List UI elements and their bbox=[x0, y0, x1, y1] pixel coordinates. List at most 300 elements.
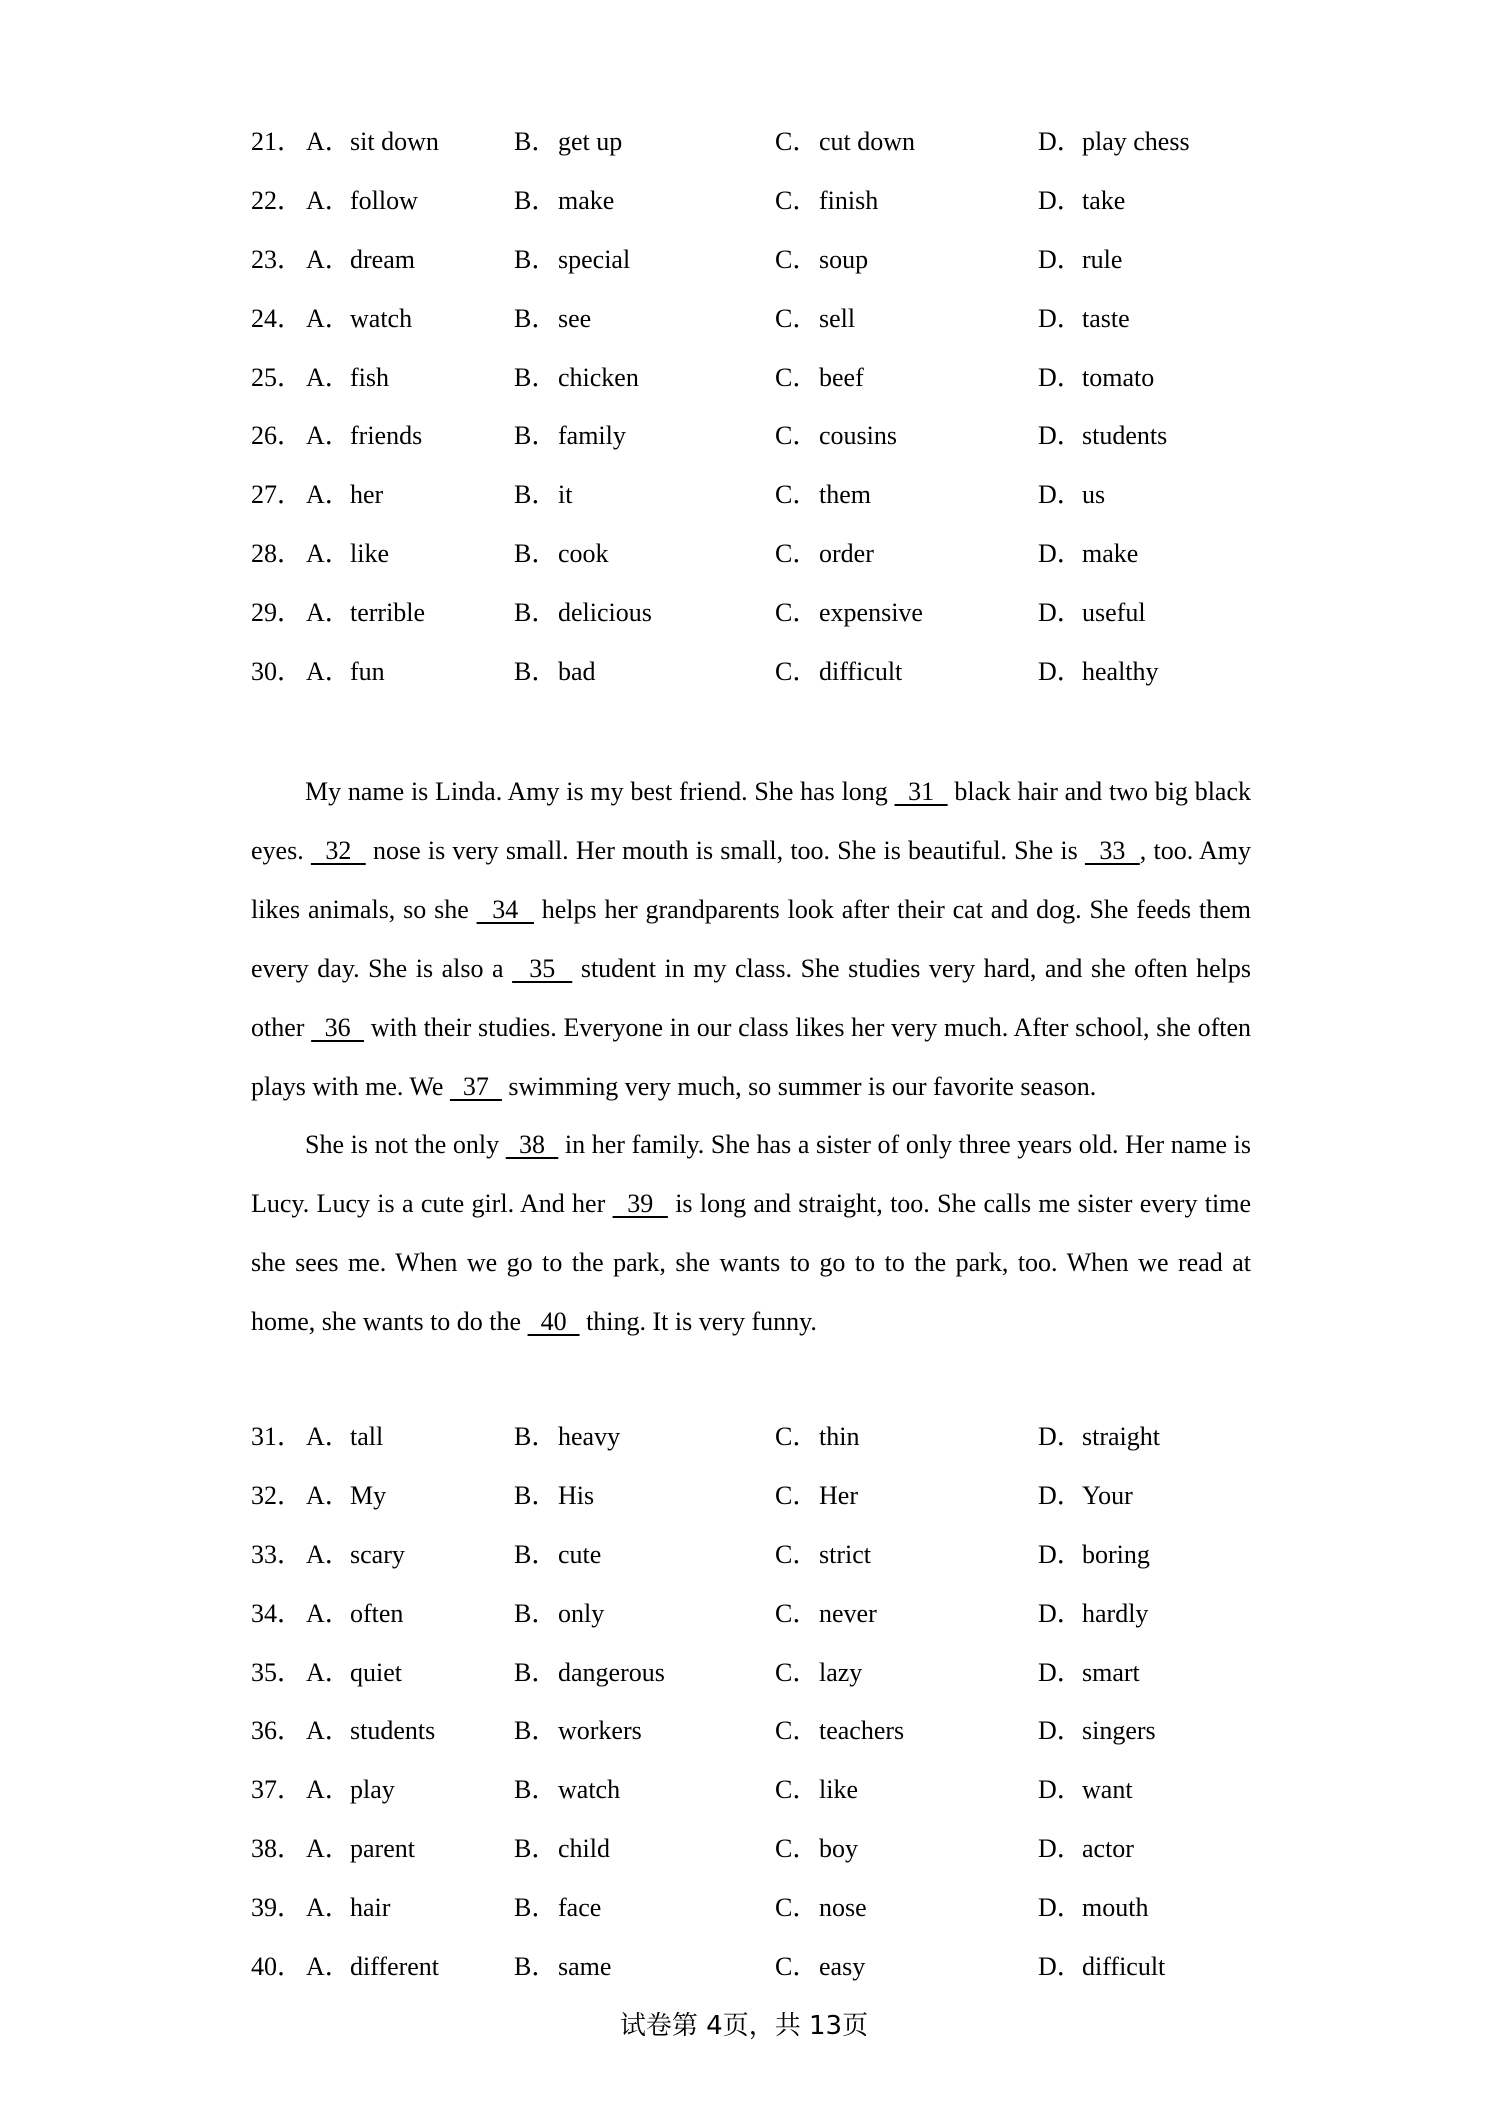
option-b bbox=[514, 290, 591, 349]
option-letter: B． bbox=[514, 1834, 558, 1864]
option-text: dangerous bbox=[558, 1657, 665, 1687]
option-letter: D． bbox=[1038, 657, 1083, 687]
question-row bbox=[251, 1408, 1251, 1467]
option-text: same bbox=[558, 1952, 612, 1982]
option-letter: C． bbox=[775, 303, 819, 333]
option-c bbox=[775, 1761, 858, 1820]
option-letter: A． bbox=[306, 362, 351, 392]
option-a bbox=[306, 1820, 415, 1879]
question-row bbox=[251, 113, 1251, 172]
option-a bbox=[306, 525, 389, 584]
question-number: 30． bbox=[251, 657, 304, 687]
question-row bbox=[251, 231, 1251, 290]
option-d bbox=[1038, 1702, 1156, 1761]
option-letter: C． bbox=[775, 598, 819, 628]
option-a bbox=[306, 1702, 435, 1761]
option-text: actor bbox=[1082, 1834, 1134, 1864]
option-a bbox=[306, 407, 422, 466]
passage-text: in her family. She has a sister of only three years old. Her name is Lucy. Lucy is a cute girl. And her bbox=[251, 1130, 1252, 1219]
question-row bbox=[251, 1879, 1251, 1938]
option-text: special bbox=[558, 244, 631, 274]
option-letter: C． bbox=[775, 127, 819, 156]
option-text: soup bbox=[819, 244, 869, 274]
option-d bbox=[1038, 1761, 1133, 1820]
option-c bbox=[775, 1820, 858, 1879]
option-text: dream bbox=[350, 244, 415, 274]
option-text: make bbox=[558, 185, 615, 215]
option-text: Your bbox=[1082, 1480, 1133, 1510]
option-text: difficult bbox=[1082, 1952, 1166, 1982]
option-c bbox=[775, 525, 874, 584]
option-b bbox=[514, 1644, 665, 1703]
option-letter: D． bbox=[1038, 1480, 1083, 1510]
option-letter: D． bbox=[1038, 598, 1083, 628]
option-letter: A． bbox=[306, 1952, 351, 1982]
option-letter: D． bbox=[1038, 185, 1083, 215]
option-letter: A． bbox=[306, 185, 351, 215]
option-letter: A． bbox=[306, 1539, 351, 1569]
question-number: 34． bbox=[251, 1598, 304, 1628]
passage-text: nose is very small. Her mouth is small, too. She is beautiful. She is bbox=[365, 835, 1085, 865]
option-c bbox=[775, 349, 864, 408]
option-text: tomato bbox=[1082, 362, 1155, 392]
option-text: finish bbox=[819, 185, 879, 215]
question-row bbox=[251, 1820, 1251, 1879]
option-text: watch bbox=[558, 1775, 621, 1805]
option-a bbox=[306, 113, 439, 172]
option-a bbox=[306, 231, 415, 290]
option-text: play chess bbox=[1082, 127, 1190, 156]
option-text: beef bbox=[819, 362, 864, 392]
option-letter: D． bbox=[1038, 1775, 1083, 1805]
option-a bbox=[306, 1467, 386, 1526]
option-letter: B． bbox=[514, 421, 558, 451]
option-letter: D． bbox=[1038, 1657, 1083, 1687]
option-c bbox=[775, 1702, 904, 1761]
cloze-blank: 34 bbox=[476, 894, 534, 924]
option-text: healthy bbox=[1082, 657, 1159, 687]
option-b bbox=[514, 113, 622, 172]
option-d bbox=[1038, 1408, 1160, 1467]
question-number: 33． bbox=[251, 1539, 304, 1569]
cloze-passage bbox=[251, 763, 1251, 1352]
option-text: fish bbox=[350, 362, 389, 392]
option-text: workers bbox=[558, 1716, 642, 1746]
question-row bbox=[251, 466, 1251, 525]
option-b bbox=[514, 1526, 601, 1585]
question-number: 39． bbox=[251, 1893, 304, 1923]
option-c bbox=[775, 290, 855, 349]
option-text: see bbox=[558, 303, 592, 333]
option-letter: B． bbox=[514, 1893, 558, 1923]
option-a bbox=[306, 1585, 403, 1644]
option-b bbox=[514, 1408, 620, 1467]
question-number: 38． bbox=[251, 1834, 304, 1864]
cloze-blank: 37 bbox=[449, 1071, 502, 1101]
option-text: thin bbox=[819, 1422, 860, 1451]
option-b bbox=[514, 1761, 620, 1820]
option-c bbox=[775, 1408, 859, 1467]
option-letter: B． bbox=[514, 1480, 558, 1510]
option-a bbox=[306, 290, 412, 349]
option-a bbox=[306, 349, 389, 408]
option-letter: B． bbox=[514, 539, 558, 569]
option-c bbox=[775, 1938, 865, 1997]
option-letter: D． bbox=[1038, 1598, 1083, 1628]
option-text: order bbox=[819, 539, 874, 569]
option-b bbox=[514, 1938, 611, 1997]
option-b bbox=[514, 1467, 594, 1526]
passage-text: She is not the only bbox=[305, 1130, 506, 1160]
option-letter: A． bbox=[306, 1422, 351, 1451]
option-letter: A． bbox=[306, 539, 351, 569]
option-letter: A． bbox=[306, 1834, 351, 1864]
option-text: it bbox=[558, 480, 573, 510]
option-letter: B． bbox=[514, 1716, 558, 1746]
option-a bbox=[306, 1644, 402, 1703]
option-letter: D． bbox=[1038, 480, 1083, 510]
question-list-21-30 bbox=[251, 113, 1251, 702]
option-text: like bbox=[819, 1775, 858, 1805]
question-row bbox=[251, 290, 1251, 349]
option-d bbox=[1038, 231, 1122, 290]
option-text: singers bbox=[1082, 1716, 1156, 1746]
option-text: us bbox=[1082, 480, 1106, 510]
question-number: 37． bbox=[251, 1775, 304, 1805]
option-a bbox=[306, 1938, 439, 1997]
option-letter: B． bbox=[514, 598, 558, 628]
passage-paragraph-2 bbox=[251, 1116, 1251, 1352]
option-a bbox=[306, 643, 385, 702]
option-text: My bbox=[350, 1480, 387, 1510]
passage-text: with their studies. Everyone in our class likes her very much. After school, she often plays with me. We bbox=[251, 1012, 1251, 1101]
option-letter: D． bbox=[1038, 421, 1083, 451]
option-text: take bbox=[1082, 185, 1126, 215]
option-letter: B． bbox=[514, 1775, 558, 1805]
question-row bbox=[251, 525, 1251, 584]
question-number: 31． bbox=[251, 1422, 304, 1451]
option-text: useful bbox=[1082, 598, 1146, 628]
option-d bbox=[1038, 1467, 1133, 1526]
option-letter: B． bbox=[514, 657, 558, 687]
option-text: delicious bbox=[558, 598, 652, 628]
option-letter: A． bbox=[306, 303, 351, 333]
option-text: hardly bbox=[1082, 1598, 1149, 1628]
option-letter: B． bbox=[514, 244, 558, 274]
passage-text: , too. Amy likes animals, so she bbox=[251, 835, 1252, 924]
option-letter: A． bbox=[306, 127, 351, 156]
question-list-31-40 bbox=[251, 1408, 1251, 1997]
question-number: 35． bbox=[251, 1657, 304, 1687]
option-letter: A． bbox=[306, 1480, 351, 1510]
option-text: difficult bbox=[819, 657, 903, 687]
option-letter: B． bbox=[514, 1952, 558, 1982]
option-c bbox=[775, 1526, 871, 1585]
option-letter: D． bbox=[1038, 362, 1083, 392]
option-text: His bbox=[558, 1480, 595, 1510]
option-letter: A． bbox=[306, 421, 351, 451]
option-letter: C． bbox=[775, 1422, 819, 1451]
option-text: parent bbox=[350, 1834, 415, 1864]
question-row bbox=[251, 1938, 1251, 1997]
option-letter: C． bbox=[775, 1539, 819, 1569]
option-text: sit down bbox=[350, 127, 439, 156]
option-text: taste bbox=[1082, 303, 1130, 333]
passage-text: student in my class. She studies very hard, and she often helps other bbox=[251, 953, 1251, 1042]
option-text: lazy bbox=[819, 1657, 863, 1687]
passage-text: My name is Linda. Amy is my best friend. She has long bbox=[305, 777, 895, 806]
option-text: friends bbox=[350, 421, 423, 451]
question-row bbox=[251, 1644, 1251, 1703]
question-number: 29． bbox=[251, 598, 304, 628]
question-number: 27． bbox=[251, 480, 304, 510]
option-text: easy bbox=[819, 1952, 866, 1982]
option-text: boring bbox=[1082, 1539, 1150, 1569]
passage-text: is long and straight, too. She calls me sister every time she sees me. When we go to the park, she wants to go to to the park, too. When we read at home, she wants to do the bbox=[251, 1189, 1251, 1337]
option-c bbox=[775, 584, 923, 643]
option-text: only bbox=[558, 1598, 605, 1628]
option-text: boy bbox=[819, 1834, 858, 1864]
option-letter: B． bbox=[514, 1422, 558, 1451]
option-letter: A． bbox=[306, 480, 351, 510]
option-letter: D． bbox=[1038, 244, 1083, 274]
option-letter: D． bbox=[1038, 303, 1083, 333]
option-text: terrible bbox=[350, 598, 426, 628]
option-letter: C． bbox=[775, 244, 819, 274]
option-letter: D． bbox=[1038, 1422, 1083, 1451]
option-c bbox=[775, 466, 871, 525]
option-c bbox=[775, 172, 878, 231]
option-b bbox=[514, 466, 572, 525]
question-number: 32． bbox=[251, 1480, 304, 1510]
option-b bbox=[514, 349, 639, 408]
option-text: family bbox=[558, 421, 626, 451]
question-row bbox=[251, 1761, 1251, 1820]
option-d bbox=[1038, 1526, 1150, 1585]
option-c bbox=[775, 113, 915, 172]
question-number: 23． bbox=[251, 244, 304, 274]
option-text: expensive bbox=[819, 598, 923, 628]
option-b bbox=[514, 1702, 642, 1761]
option-b bbox=[514, 584, 652, 643]
option-c bbox=[775, 1879, 867, 1938]
option-text: students bbox=[1082, 421, 1168, 451]
option-letter: C． bbox=[775, 185, 819, 215]
option-text: often bbox=[350, 1598, 404, 1628]
option-letter: D． bbox=[1038, 539, 1083, 569]
option-letter: A． bbox=[306, 598, 351, 628]
question-number: 25． bbox=[251, 362, 304, 392]
option-letter: C． bbox=[775, 1893, 819, 1923]
option-text: strict bbox=[819, 1539, 871, 1569]
option-a bbox=[306, 466, 383, 525]
option-letter: A． bbox=[306, 1716, 351, 1746]
question-number: 22． bbox=[251, 185, 304, 215]
passage-text: thing. It is very funny. bbox=[579, 1307, 817, 1337]
option-text: watch bbox=[350, 303, 413, 333]
option-text: child bbox=[558, 1834, 610, 1864]
option-letter: D． bbox=[1038, 1539, 1083, 1569]
option-letter: B． bbox=[514, 1657, 558, 1687]
option-text: chicken bbox=[558, 362, 639, 392]
question-row bbox=[251, 407, 1251, 466]
cloze-blank: 36 bbox=[311, 1012, 364, 1042]
option-letter: C． bbox=[775, 1952, 819, 1982]
option-b bbox=[514, 231, 630, 290]
option-b bbox=[514, 407, 626, 466]
option-b bbox=[514, 172, 614, 231]
question-row bbox=[251, 1526, 1251, 1585]
option-a bbox=[306, 172, 418, 231]
option-b bbox=[514, 1879, 601, 1938]
option-d bbox=[1038, 1938, 1165, 1997]
option-letter: D． bbox=[1038, 1834, 1083, 1864]
option-letter: C． bbox=[775, 657, 819, 687]
question-number: 40． bbox=[251, 1952, 304, 1982]
option-letter: A． bbox=[306, 1775, 351, 1805]
option-letter: B． bbox=[514, 1539, 558, 1569]
option-letter: C． bbox=[775, 1598, 819, 1628]
option-a bbox=[306, 1761, 395, 1820]
option-letter: D． bbox=[1038, 1893, 1083, 1923]
option-letter: C． bbox=[775, 1480, 819, 1510]
option-d bbox=[1038, 290, 1130, 349]
question-row bbox=[251, 1702, 1251, 1761]
option-letter: D． bbox=[1038, 1716, 1083, 1746]
option-c bbox=[775, 1644, 862, 1703]
option-text: quiet bbox=[350, 1657, 402, 1687]
question-row bbox=[251, 584, 1251, 643]
option-text: teachers bbox=[819, 1716, 905, 1746]
question-row bbox=[251, 1467, 1251, 1526]
option-c bbox=[775, 407, 897, 466]
cloze-blank: 33 bbox=[1084, 835, 1140, 865]
option-d bbox=[1038, 1820, 1134, 1879]
option-text: straight bbox=[1082, 1422, 1160, 1451]
option-letter: C． bbox=[775, 421, 819, 451]
option-letter: C． bbox=[775, 1775, 819, 1805]
option-text: face bbox=[558, 1893, 602, 1923]
option-d bbox=[1038, 643, 1159, 702]
option-letter: A． bbox=[306, 1657, 351, 1687]
option-letter: A． bbox=[306, 1598, 351, 1628]
option-a bbox=[306, 584, 425, 643]
option-text: students bbox=[350, 1716, 436, 1746]
option-text: her bbox=[350, 480, 384, 510]
option-text: scary bbox=[350, 1539, 405, 1569]
cloze-blank: 32 bbox=[310, 835, 366, 865]
passage-text: black hair and two big black eyes. bbox=[251, 777, 1252, 865]
option-d bbox=[1038, 113, 1190, 172]
question-row bbox=[251, 1585, 1251, 1644]
option-b bbox=[514, 643, 596, 702]
option-letter: D． bbox=[1038, 1952, 1083, 1982]
option-c bbox=[775, 1467, 858, 1526]
option-text: hair bbox=[350, 1893, 391, 1923]
option-text: get up bbox=[558, 127, 623, 156]
option-c bbox=[775, 643, 902, 702]
question-number: 26． bbox=[251, 421, 304, 451]
option-d bbox=[1038, 1585, 1148, 1644]
option-text: bad bbox=[558, 657, 596, 687]
option-text: heavy bbox=[558, 1422, 621, 1451]
question-number: 21． bbox=[251, 127, 304, 156]
option-letter: A． bbox=[306, 244, 351, 274]
option-text: smart bbox=[1082, 1657, 1140, 1687]
option-text: cut down bbox=[819, 127, 916, 156]
option-d bbox=[1038, 584, 1146, 643]
cloze-blank: 38 bbox=[505, 1130, 559, 1160]
option-d bbox=[1038, 407, 1167, 466]
option-a bbox=[306, 1526, 405, 1585]
option-a bbox=[306, 1408, 383, 1467]
passage-text: helps her grandparents look after their cat and dog. She feeds them every day. She is also a bbox=[251, 894, 1251, 983]
option-d bbox=[1038, 1644, 1140, 1703]
option-text: never bbox=[819, 1598, 877, 1628]
option-text: them bbox=[819, 480, 871, 510]
option-letter: C． bbox=[775, 1657, 819, 1687]
option-letter: C． bbox=[775, 539, 819, 569]
option-d bbox=[1038, 525, 1138, 584]
option-d bbox=[1038, 466, 1105, 525]
option-d bbox=[1038, 1879, 1148, 1938]
option-text: like bbox=[350, 539, 389, 569]
option-c bbox=[775, 231, 868, 290]
option-letter: B． bbox=[514, 362, 558, 392]
option-letter: A． bbox=[306, 1893, 351, 1923]
option-text: cook bbox=[558, 539, 609, 569]
page-footer: 试卷第 4页，共 13页 bbox=[619, 2011, 869, 2041]
question-row bbox=[251, 643, 1251, 702]
option-letter: B． bbox=[514, 127, 558, 156]
option-b bbox=[514, 1585, 604, 1644]
option-letter: B． bbox=[514, 480, 558, 510]
option-text: sell bbox=[819, 303, 856, 333]
option-a bbox=[306, 1879, 390, 1938]
cloze-blank: 31 bbox=[894, 777, 948, 806]
option-letter: A． bbox=[306, 657, 351, 687]
option-letter: B． bbox=[514, 303, 558, 333]
option-text: different bbox=[350, 1952, 440, 1982]
option-text: nose bbox=[819, 1893, 867, 1923]
option-letter: C． bbox=[775, 1834, 819, 1864]
option-c bbox=[775, 1585, 877, 1644]
question-row bbox=[251, 172, 1251, 231]
option-text: follow bbox=[350, 185, 418, 215]
option-b bbox=[514, 525, 609, 584]
cloze-blank: 35 bbox=[512, 953, 573, 983]
question-number: 24． bbox=[251, 303, 304, 333]
option-text: rule bbox=[1082, 244, 1123, 274]
cloze-blank: 40 bbox=[527, 1307, 580, 1337]
option-text: Her bbox=[819, 1480, 858, 1510]
question-number: 36． bbox=[251, 1716, 304, 1746]
option-text: tall bbox=[350, 1422, 384, 1451]
option-b bbox=[514, 1820, 610, 1879]
passage-text: swimming very much, so summer is our favorite season. bbox=[501, 1071, 1097, 1101]
option-text: cute bbox=[558, 1539, 602, 1569]
passage-paragraph-1 bbox=[251, 763, 1251, 1116]
option-d bbox=[1038, 349, 1154, 408]
question-row bbox=[251, 349, 1251, 408]
option-text: play bbox=[350, 1775, 395, 1805]
option-text: cousins bbox=[819, 421, 897, 451]
option-d bbox=[1038, 172, 1125, 231]
option-letter: D． bbox=[1038, 127, 1083, 156]
option-letter: B． bbox=[514, 1598, 558, 1628]
option-letter: C． bbox=[775, 362, 819, 392]
option-letter: C． bbox=[775, 1716, 819, 1746]
